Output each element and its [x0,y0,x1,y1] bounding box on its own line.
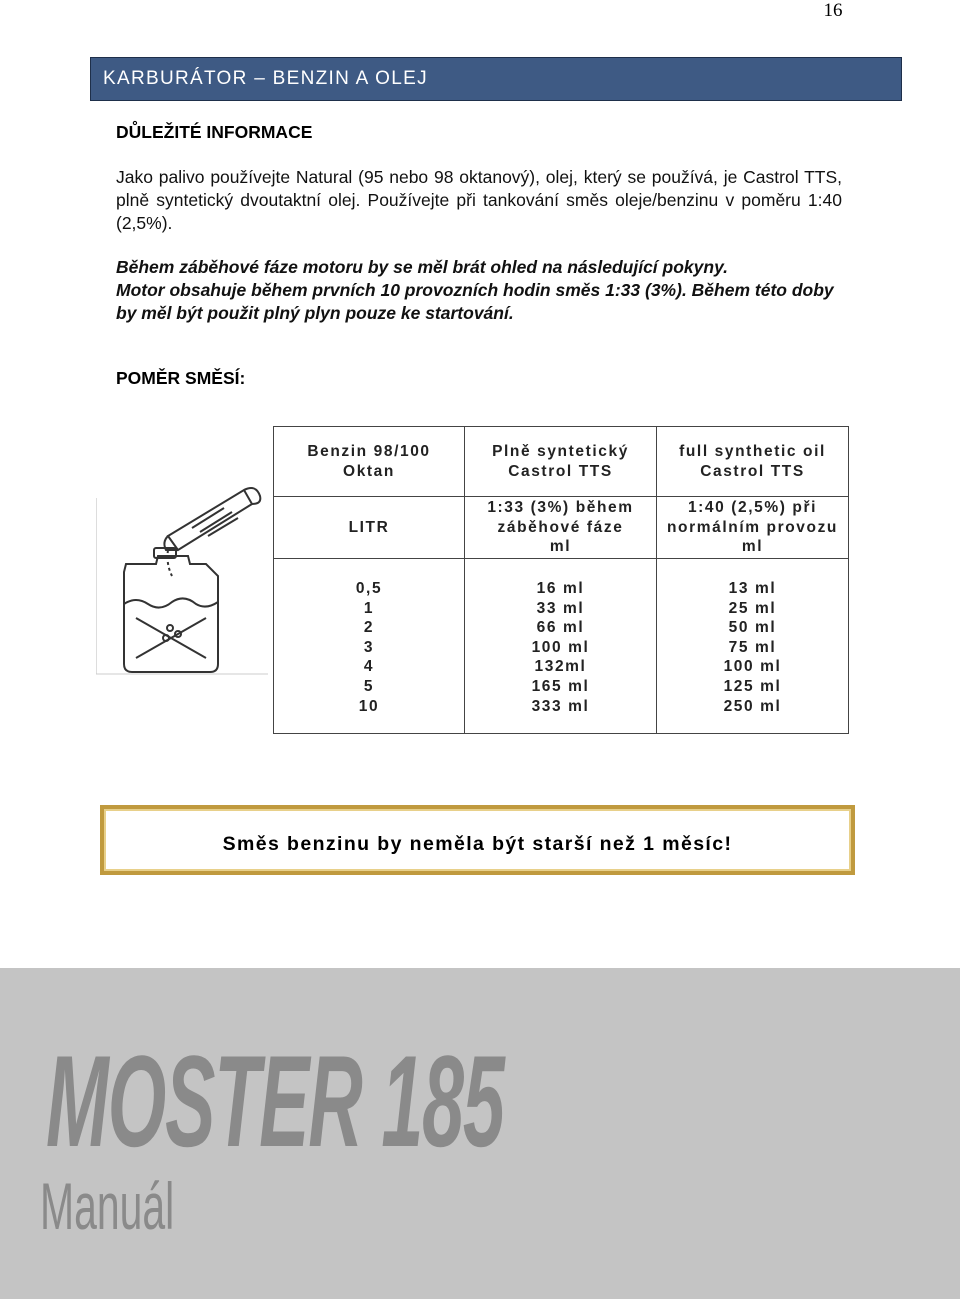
header-line: Castrol TTS [700,462,805,480]
subheader-line: LITR [348,518,390,536]
litr-value: 2 [363,619,375,637]
litr-value: 4 [363,658,375,676]
break-in-column [465,559,657,734]
header-benzin [274,427,465,497]
break-in-value: 333 ml [531,697,590,715]
fuel-can-illustration [96,478,268,678]
intro-paragraph: Jako palivo používejte Natural (95 nebo 98 oktanový), olej, který se používá, je Castrol TTS, plně syntetický dvoutaktní olej. Používejte při tankování směs oleje/benzinu v poměru 1:40 (2,5%). [116,167,842,233]
litr-value: 3 [363,638,375,656]
header-line: Benzin 98/100 [307,442,431,460]
normal-value: 75 ml [728,638,777,656]
litr-value: 0,5 [355,580,383,597]
normal-value: 125 ml [723,677,782,695]
break-in-note-line: Motor obsahuje během prvních 10 provozních hodin směs 1:33 (3%). Během této doby by měl být použit plný plyn pouze ke startování. [116,280,834,323]
break-in-value: 66 ml [536,619,585,637]
mix-ratio-table [273,426,849,734]
table-subheader-row [274,497,849,559]
normal-value: 50 ml [728,619,777,637]
section-title: KARBURÁTOR – BENZIN A OLEJ [90,57,902,101]
litr-value: 1 [363,599,375,617]
table-values-row [274,559,849,734]
warning-box: Směs benzinu by neměla být starší než 1 měsíc! [100,805,855,875]
subheader-line: normálním provozu [666,518,838,536]
normal-value: 100 ml [723,658,782,676]
header-line: Oktan [343,462,395,480]
subheader-line: ml [549,538,572,556]
footer-subtitle: Manuál [40,1169,175,1243]
table-header-row [274,427,849,497]
footer-title: MOSTER 185 [46,1028,504,1174]
break-in-note [116,256,842,325]
subheader-line: záběhové fáze [497,518,624,536]
subheader-litr [274,497,465,559]
subheader-line: 1:40 (2,5%) při [687,499,818,517]
subheader-line: ml [741,538,764,556]
normal-value: 250 ml [723,697,782,715]
litr-column [274,559,465,734]
litr-value: 5 [363,677,375,695]
header-line: Plně syntetický [492,442,629,460]
page-number: 16 [823,0,843,21]
break-in-value: 165 ml [531,677,590,695]
header-line: Castrol TTS [508,462,613,480]
mix-ratio-heading: POMĚR SMĚSÍ: [116,368,246,388]
normal-value: 25 ml [728,599,777,617]
normal-value: 13 ml [728,580,777,597]
header-oil-en [657,427,849,497]
break-in-note-line: Během záběhové fáze motoru by se měl brát ohled na následující pokyny. [116,257,729,277]
subheader-normal [657,497,849,559]
break-in-value: 16 ml [536,580,585,597]
break-in-value: 132ml [534,658,587,676]
important-heading: DŮLEŽITÉ INFORMACE [116,122,313,142]
subheader-line: 1:33 (3%) během [487,499,634,517]
break-in-value: 100 ml [531,638,590,656]
header-line: full synthetic oil [679,442,826,460]
break-in-value: 33 ml [536,599,585,617]
subheader-break-in [465,497,657,559]
header-oil-cz [465,427,657,497]
normal-column [657,559,849,734]
litr-value: 10 [358,697,380,715]
